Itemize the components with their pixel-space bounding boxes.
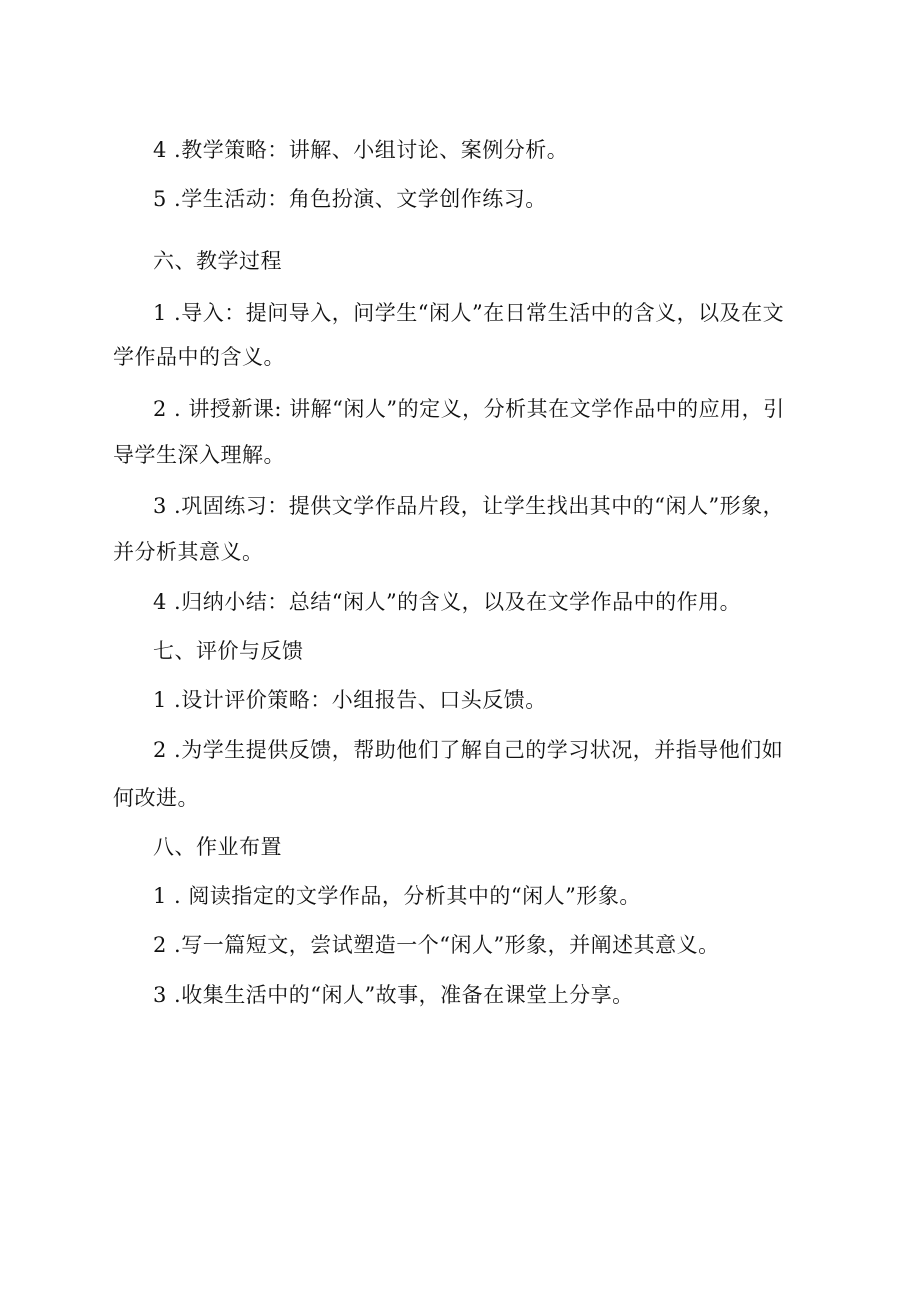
activity-item-5: 5 .学生活动：角色扮演、文学创作练习。 [153, 187, 547, 211]
process-item-3: 3 .巩固练习：提供文学作品片段，让学生找出其中的“闲人”形象， [153, 494, 785, 518]
section-heading-homework: 八、作业布置 [153, 835, 282, 859]
process-item-4: 4 .归纳小结：总结“闲人”的含义，以及在文学作品中的作用。 [153, 590, 742, 614]
process-item-1-cont: 学作品中的含义。 [113, 345, 285, 369]
section-heading-process: 六、教学过程 [153, 249, 282, 273]
evaluation-item-2: 2 .为学生提供反馈，帮助他们了解自己的学习状况，并指导他们如 [153, 738, 784, 762]
homework-item-3: 3 .收集生活中的“闲人”故事，准备在课堂上分享。 [153, 983, 634, 1007]
process-item-1: 1 .导入：提问导入，问学生“闲人”在日常生活中的含义，以及在文 [153, 301, 785, 325]
strategy-item-4: 4 .教学策略：讲解、小组讨论、案例分析。 [153, 138, 569, 162]
process-item-3-cont: 并分析其意义。 [113, 540, 264, 564]
section-heading-evaluation: 七、评价与反馈 [153, 639, 304, 663]
homework-item-1: 1 . 阅读指定的文学作品，分析其中的“闲人”形象。 [153, 884, 641, 908]
evaluation-item-2-cont: 何改进。 [113, 786, 199, 810]
homework-item-2: 2 .写一篇短文，尝试塑造一个“闲人”形象，并阐述其意义。 [153, 933, 720, 957]
process-item-2-cont: 导学生深入理解。 [113, 443, 285, 467]
evaluation-item-1: 1 .设计评价策略：小组报告、口头反馈。 [153, 688, 547, 712]
process-item-2: 2 . 讲授新课: 讲解“闲人”的定义，分析其在文学作品中的应用，引 [153, 397, 785, 421]
